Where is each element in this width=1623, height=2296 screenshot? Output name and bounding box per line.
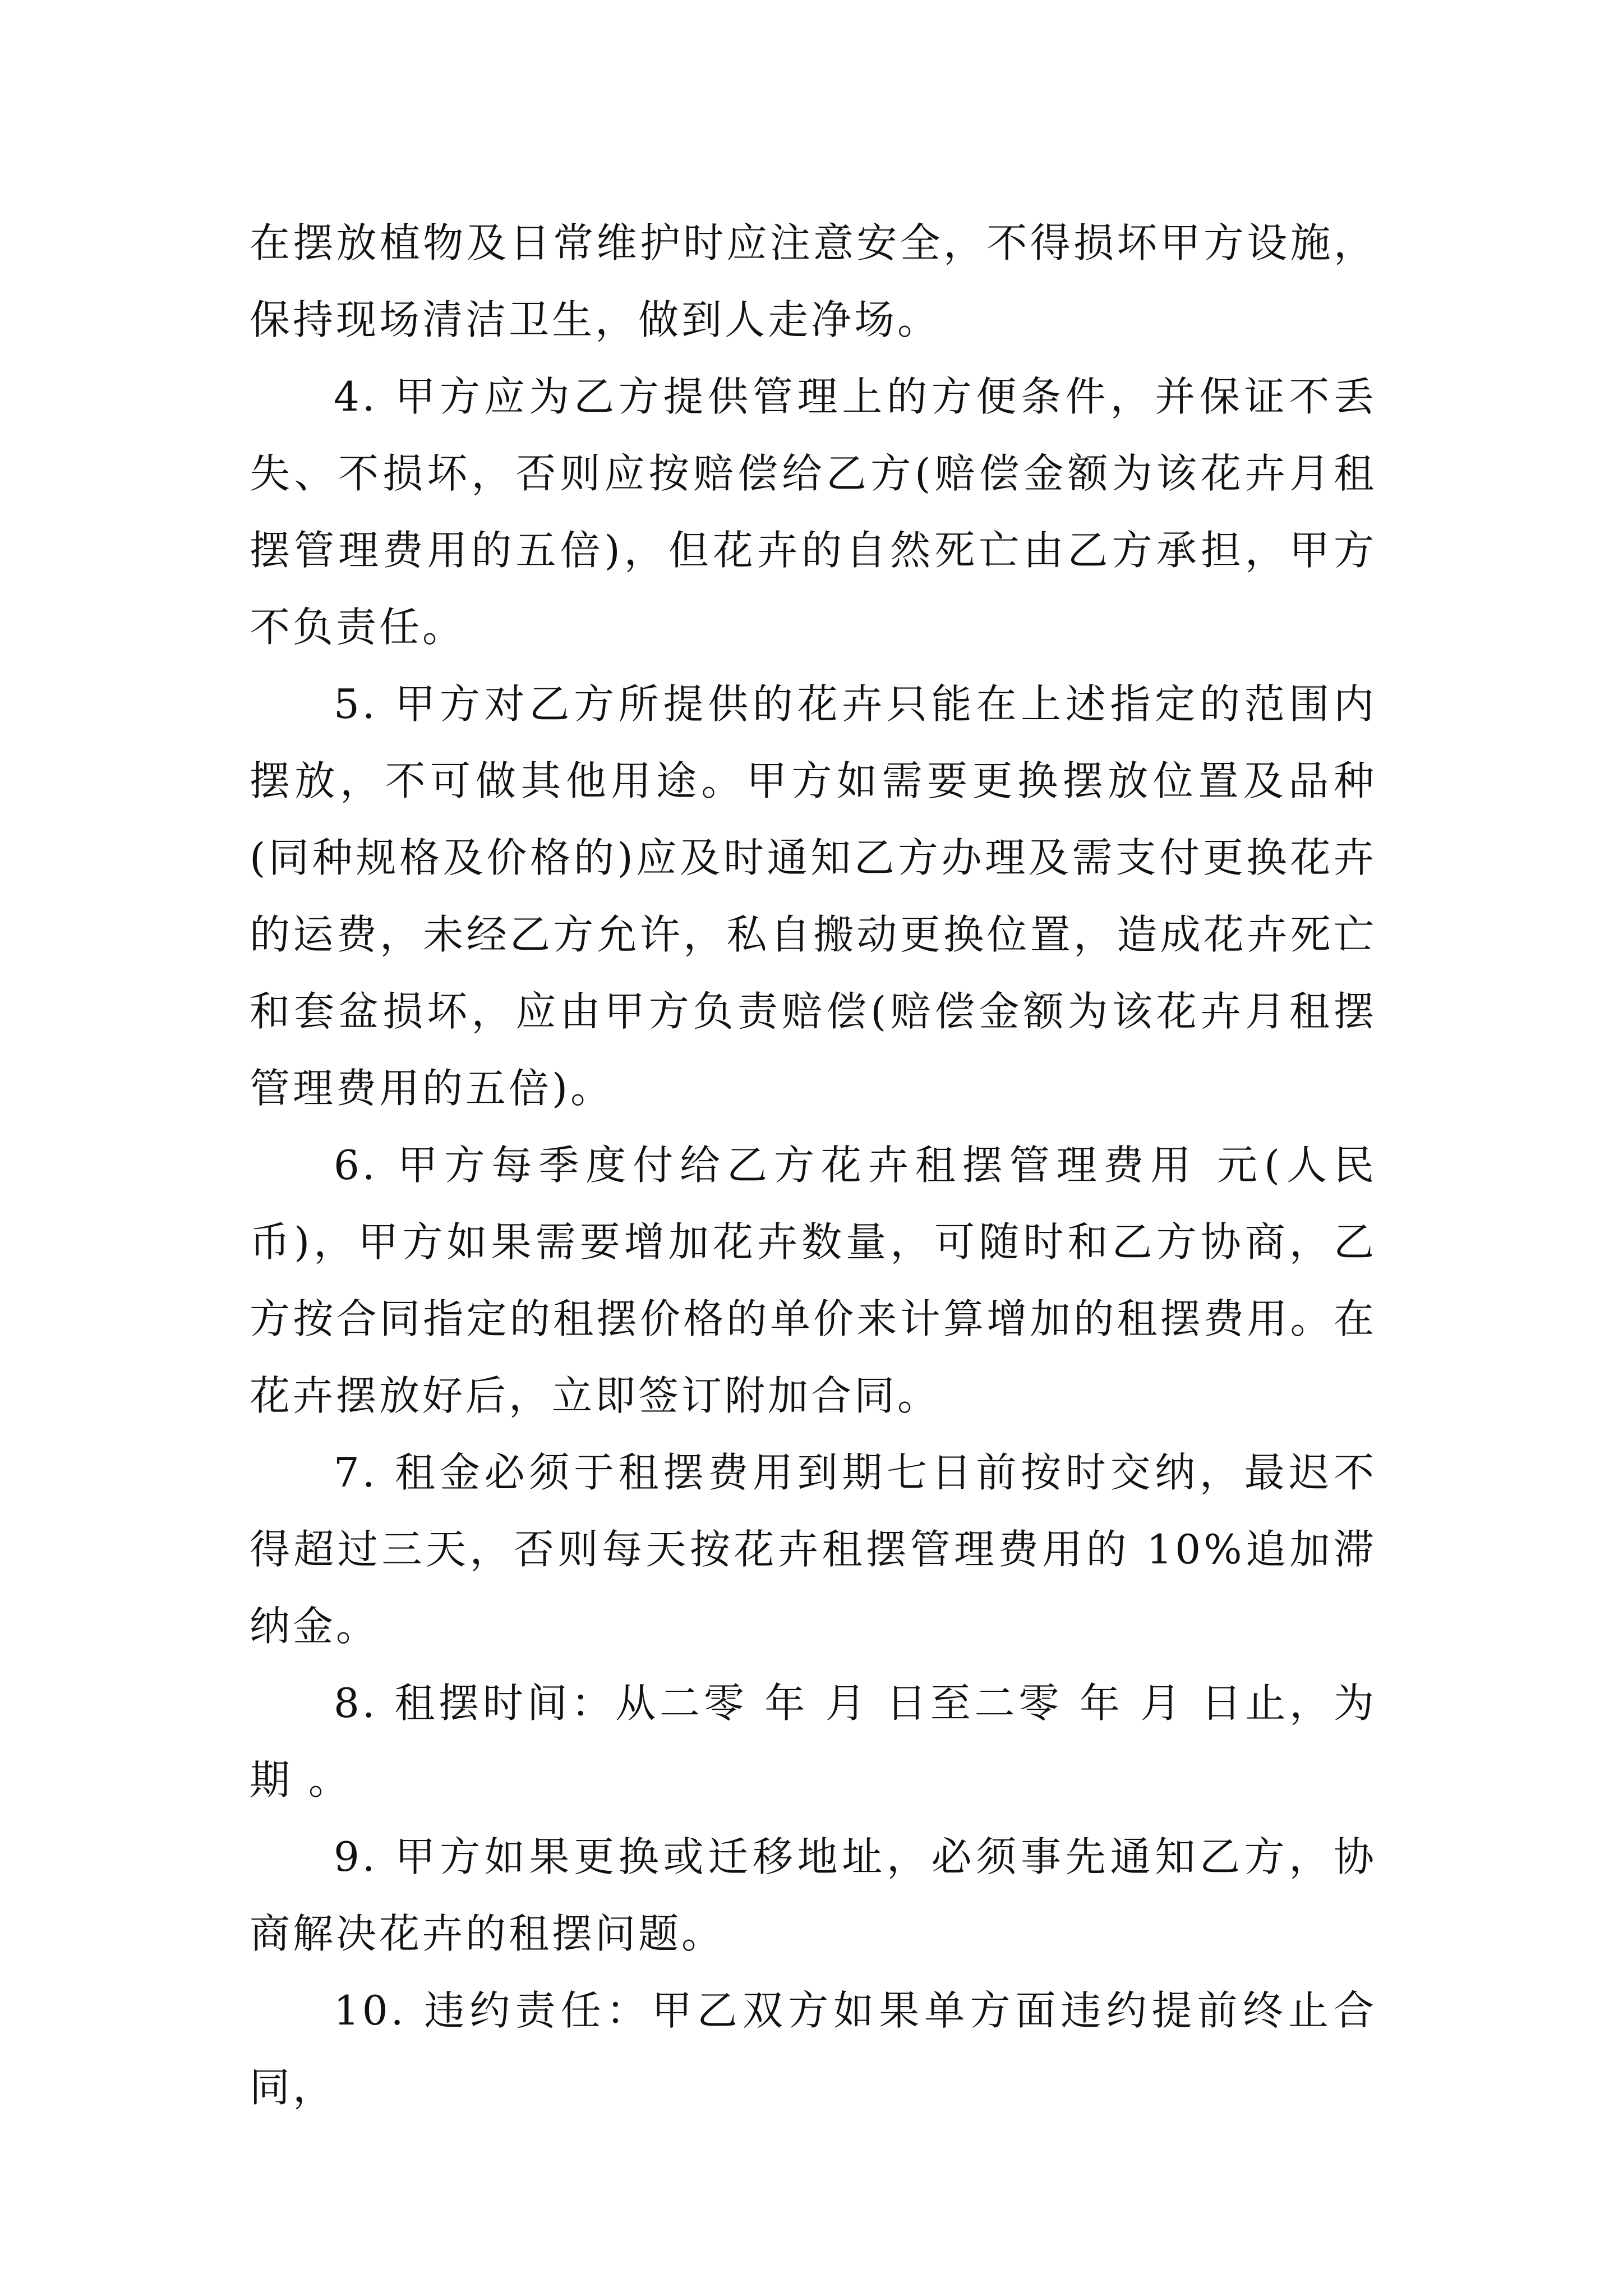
paragraph-clause-7: 7. 租金必须于租摆费用到期七日前按时交纳，最迟不得超过三天，否则每天按花卉租摆管理费用的 10%追加滞纳金。 [250,1449,1377,1650]
paragraph-clause-6: 6. 甲方每季度付给乙方花卉租摆管理费用 元(人民币)，甲方如果需要增加花卉数量，可随时和乙方协商，乙方按合同指定的租摆价格的单价来计算增加的租摆费用。在花卉摆放好后，立即签订附加合同。 [250,1142,1377,1419]
document-body [250,205,1377,2126]
paragraph-clause-10: 10. 违约责任：甲乙双方如果单方面违约提前终止合同， [250,1987,1377,2111]
paragraph-continuation: 在摆放植物及日常维护时应注意安全，不得损坏甲方设施，保持现场清洁卫生，做到人走净场。 [250,219,1377,343]
paragraph-clause-9: 9. 甲方如果更换或迁移地址，必须事先通知乙方，协商解决花卉的租摆问题。 [250,1833,1377,1957]
paragraph-clause-8: 8. 租摆时间：从二零 年 月 日至二零 年 月 日止，为期 。 [250,1680,1377,1803]
paragraph-clause-5: 5. 甲方对乙方所提供的花卉只能在上述指定的范围内摆放，不可做其他用途。甲方如需要更换摆放位置及品种(同种规格及价格的)应及时通知乙方办理及需支付更换花卉的运费，未经乙方允许，私自搬动更换位置，造成花卉死亡和套盆损坏，应由甲方负责赔偿(赔偿金额为该花卉月租摆管理费用的五倍)。 [250,680,1377,1112]
paragraph-clause-4: 4. 甲方应为乙方提供管理上的方便条件，并保证不丢失、不损坏，否则应按赔偿给乙方(赔偿金额为该花卉月租摆管理费用的五倍)，但花卉的自然死亡由乙方承担，甲方不负责任。 [250,373,1377,651]
